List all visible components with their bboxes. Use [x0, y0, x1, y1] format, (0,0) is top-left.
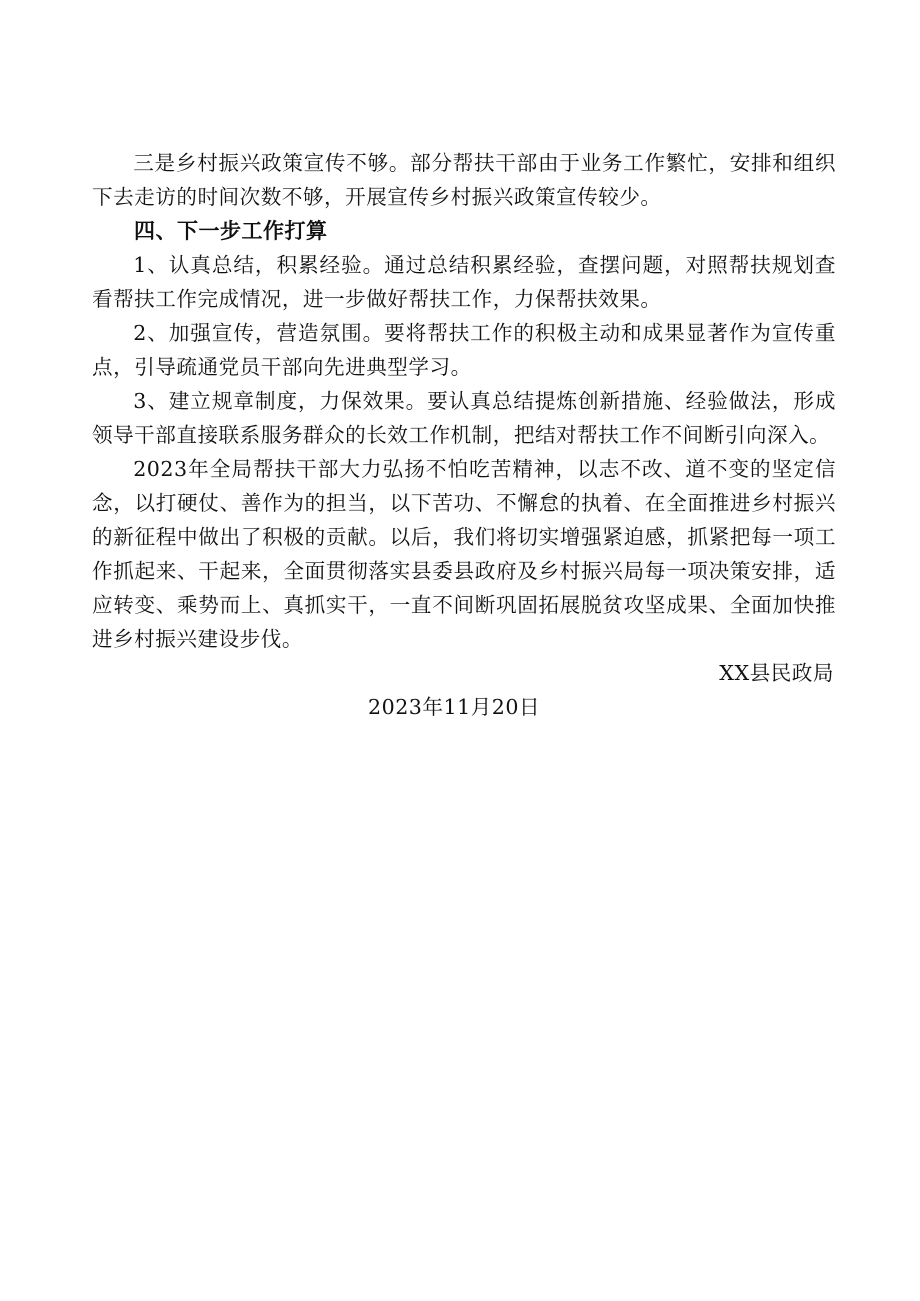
signature-organization: XX县民政局 [719, 661, 834, 685]
document-date: 2023年11月20日 [368, 695, 541, 719]
paragraph-issue-three: 三是乡村振兴政策宣传不够。部分帮扶干部由于业务工作繁忙，安排和组织下去走访的时间次数不够，开展宣传乡村振兴政策宣传较少。 [92, 151, 836, 209]
closing-paragraph: 2023年全局帮扶干部大力弘扬不怕吃苦精神，以志不改、道不变的坚定信念，以打硬仗、善作为的担当，以下苦功、不懈怠的执着、在全面推进乡村振兴的新征程中做出了积极的贡献。以后，我们将切实增强紧迫感，抓紧把每一项工作抓起来、干起来，全面贯彻落实县委县政府及乡村振兴局每一项决策安排，适应转变、乘势而上、真抓实干，一直不间断巩固拓展脱贫攻坚成果、全面加快推进乡村振兴建设步伐。 [92, 457, 836, 651]
list-item-establish-rules: 3、建立规章制度，力保效果。要认真总结提炼创新措施、经验做法，形成领导干部直接联系服务群众的长效工作机制，把结对帮扶工作不间断引向深入。 [92, 389, 836, 447]
document-page [92, 146, 836, 724]
list-item-summarize-experience: 1、认真总结，积累经验。通过总结积累经验，查摆问题，对照帮扶规划查看帮扶工作完成情况，进一步做好帮扶工作，力保帮扶效果。 [92, 253, 836, 311]
list-item-strengthen-publicity: 2、加强宣传，营造氛围。要将帮扶工作的积极主动和成果显著作为宣传重点，引导疏通党员干部向先进典型学习。 [92, 321, 836, 379]
section-heading-next-steps: 四、下一步工作打算 [134, 219, 328, 243]
